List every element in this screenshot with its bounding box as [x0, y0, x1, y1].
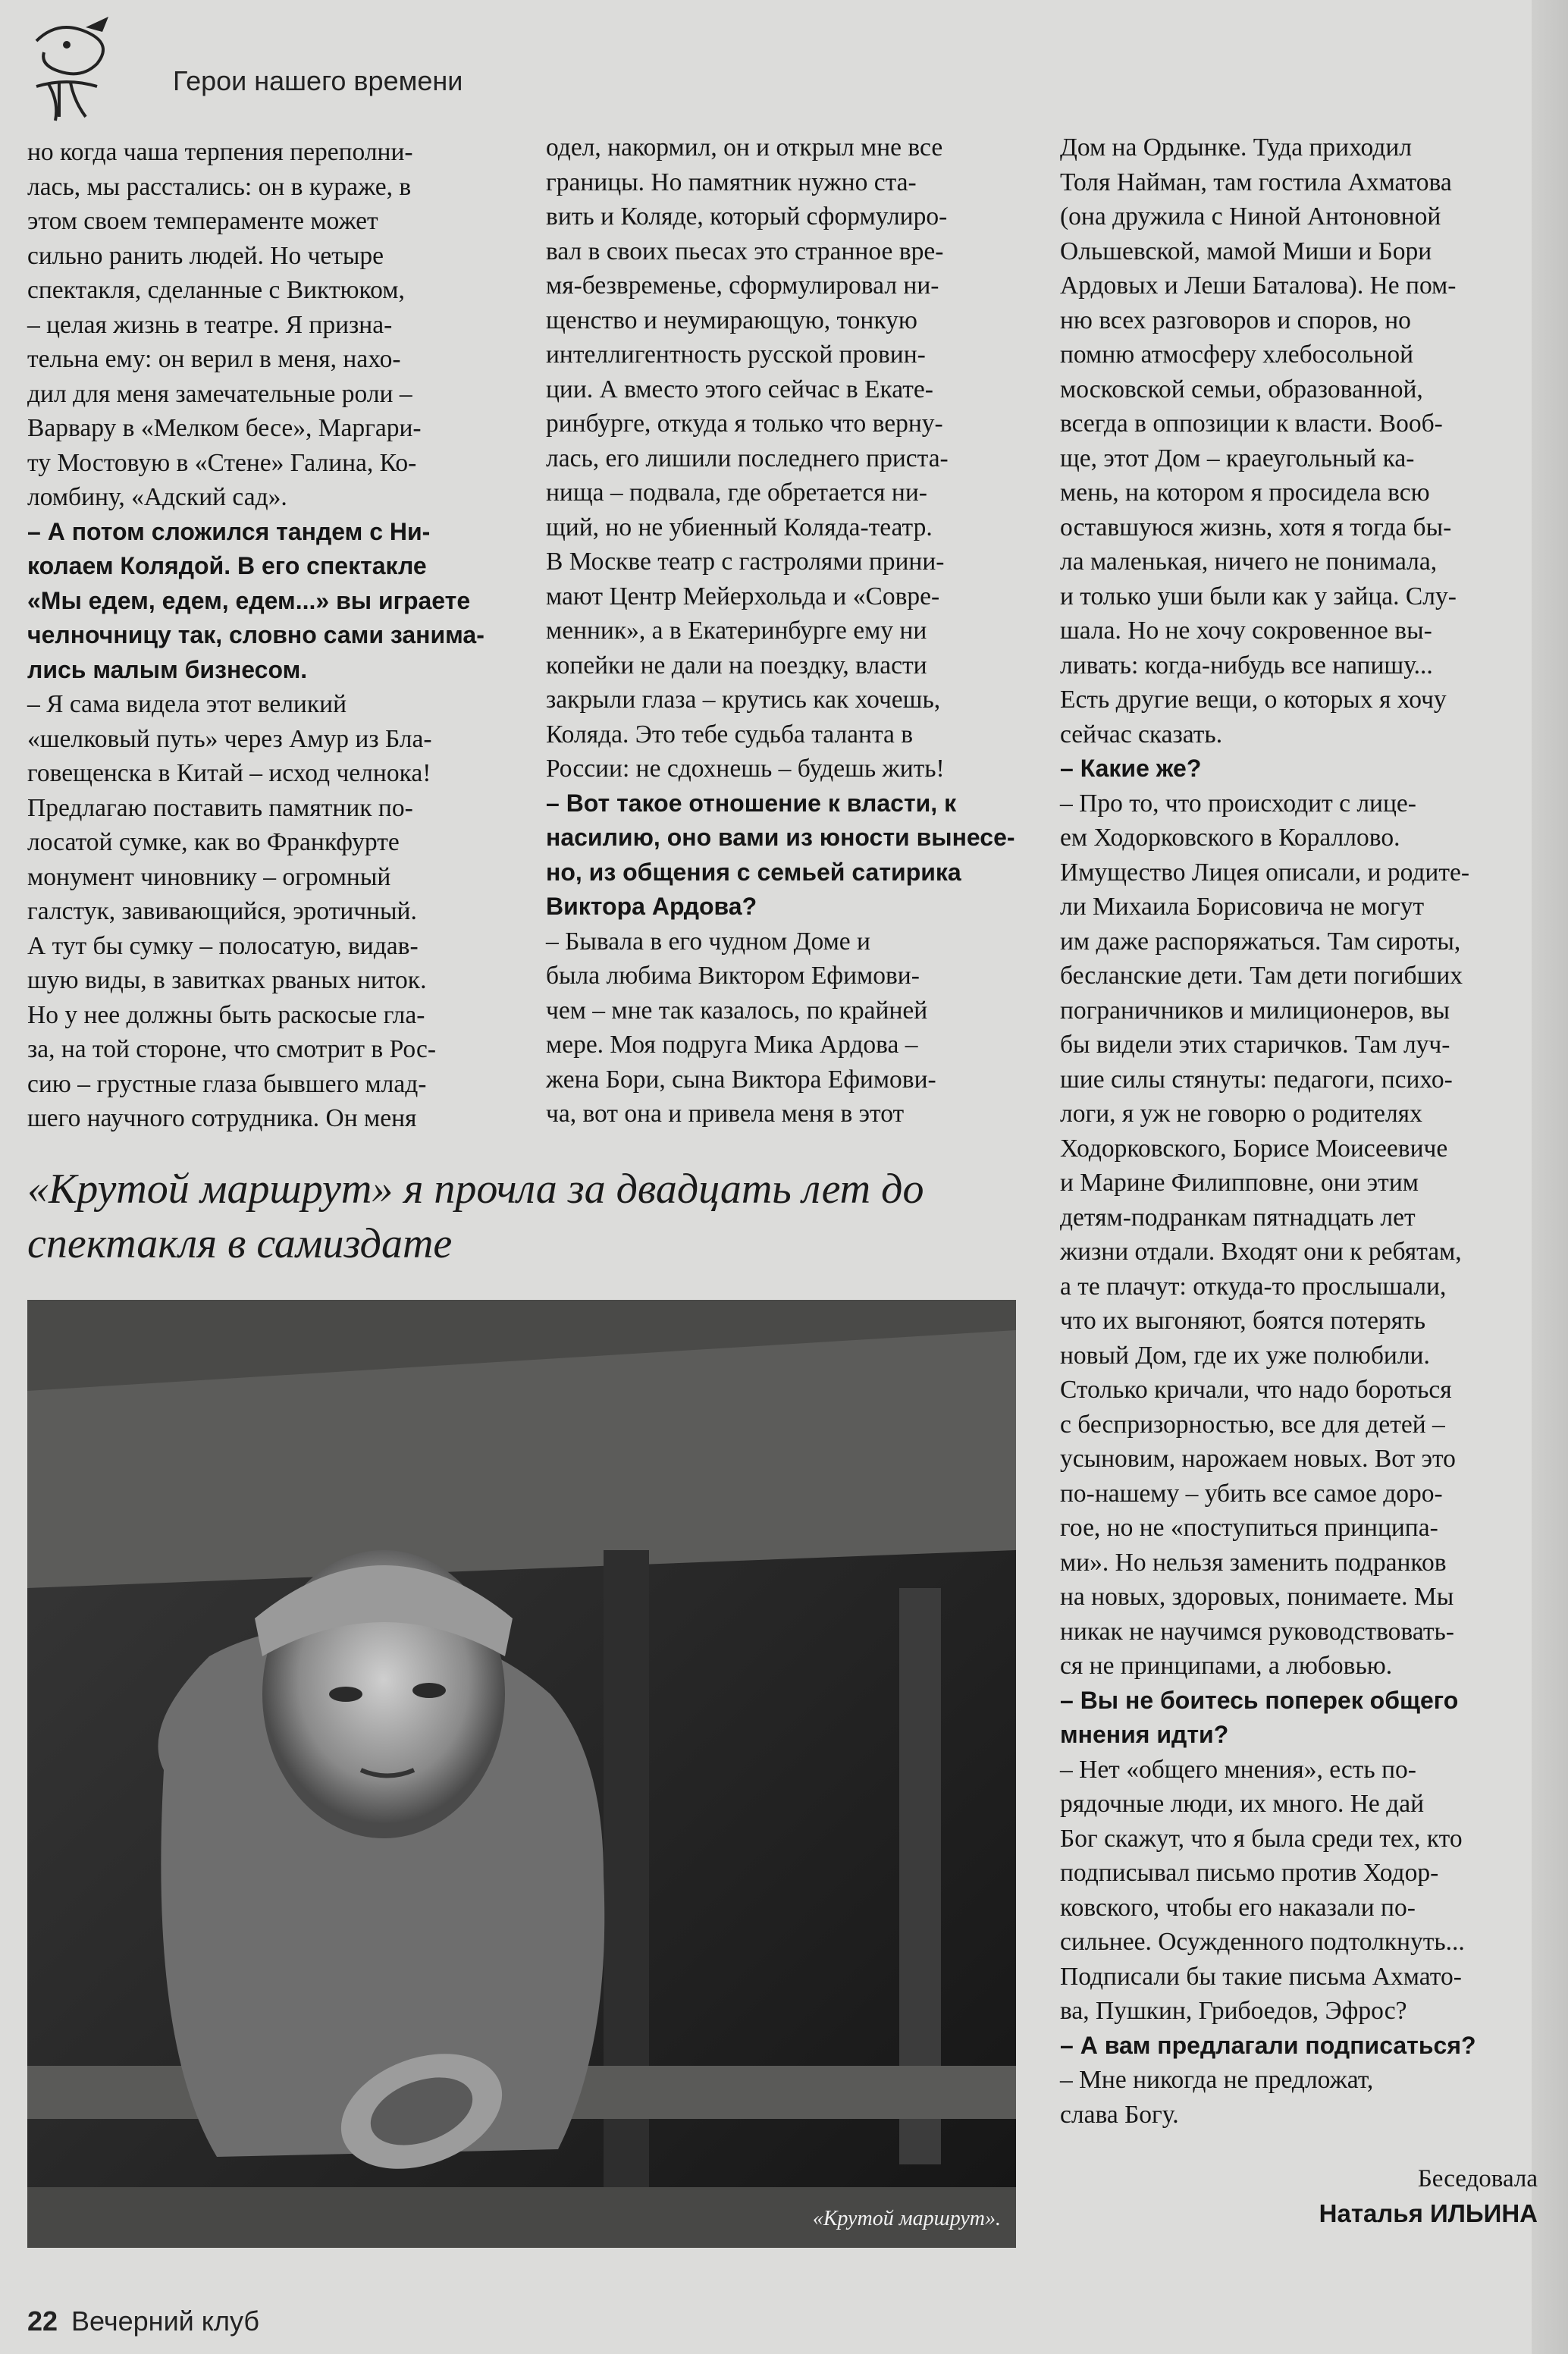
article-text-line: ливать: когда-нибудь все напишу... [1060, 651, 1433, 680]
article-text-line: за, на той стороне, что смотрит в Рос- [27, 1035, 437, 1063]
article-text-line: России: не сдохнешь – будешь жить! [546, 755, 945, 783]
article-text-line: сию – грустные глаза бывшего млад- [27, 1069, 427, 1098]
article-text-line: интеллигентность русской провин- [546, 341, 926, 369]
article-text-line: щий, но не убиенный Коляда-театр. [546, 513, 933, 541]
article-text-line: Ольшевской, мамой Миши и Бори [1060, 237, 1432, 265]
article-text-line: логи, я уж не говорю о родителях [1060, 1100, 1422, 1128]
article-text-line: мя-безвременье, сформулировал ни- [546, 271, 939, 300]
article-text-line: шую виды, в завитках рваных ниток. [27, 966, 427, 994]
section-title: Герои нашего времени [173, 65, 463, 96]
interview-question-line: – Вот такое отношение к власти, к [546, 789, 957, 817]
article-text-line: мают Центр Мейерхольда и «Совре- [546, 582, 940, 610]
interview-question-line: мнения идти? [1060, 1721, 1229, 1748]
article-text-line: Толя Найман, там гостила Ахматова [1060, 168, 1452, 196]
interview-question-line: Виктора Ардова? [546, 893, 757, 920]
article-text-line: бы видели этих старичков. Там луч- [1060, 1031, 1450, 1059]
article-text-line: Имущество Лицея описали, и родите- [1060, 858, 1470, 887]
article-text-line: шие силы стянуты: педагоги, психо- [1060, 1065, 1453, 1094]
article-column-3 [1060, 130, 1530, 2132]
article-text-line: московской семьи, образованной, [1060, 375, 1423, 403]
article-text-line: Дом на Ордынке. Туда приходил [1060, 133, 1413, 162]
article-text-line: шала. Но не хочу сокровенное вы- [1060, 617, 1432, 645]
article-text-line: вал в своих пьесах это странное вре- [546, 237, 944, 265]
interview-question-line: – А вам предлагали подписаться? [1060, 2031, 1476, 2059]
article-text-line: (она дружила с Ниной Антоновной [1060, 202, 1441, 231]
article-text-line: сильнее. Осужденного подтолкнуть... [1060, 1928, 1465, 1956]
article-text-line: ринбурге, откуда я только что верну- [546, 410, 943, 438]
magazine-name: Вечерний клуб [71, 2305, 259, 2337]
article-text-line: говещенска в Китай – исход челнока! [27, 759, 431, 787]
article-text-line: копейки не дали на поездку, власти [546, 651, 927, 680]
article-text-line: ли Михаила Борисовича не могут [1060, 893, 1425, 921]
article-text-line: Ходорковского, Борисе Моисеевиче [1060, 1134, 1448, 1163]
article-text-line: тельна ему: он верил в меня, нахо- [27, 345, 401, 373]
article-text-line: бесланские дети. Там дети погибших [1060, 962, 1463, 990]
article-text-line: по-нашему – убить все самое доро- [1060, 1479, 1443, 1508]
interview-question-line: – А потом сложился тандем с Ни- [27, 517, 431, 545]
author-signature [1319, 2161, 1538, 2231]
article-text-line: сейчас сказать. [1060, 720, 1223, 749]
article-text-line: ла маленькая, ничего не понимала, [1060, 548, 1438, 576]
article-text-line: ковского, чтобы его наказали по- [1060, 1893, 1416, 1922]
page-gutter [1532, 0, 1568, 2354]
article-text-line: монумент чиновнику – огромный [27, 862, 391, 891]
article-text-line: рядочные люди, их много. Не дай [1060, 1790, 1424, 1818]
article-text-line: ню всех разговоров и споров, но [1060, 306, 1411, 334]
pull-quote [27, 1162, 1013, 1271]
article-text-line: и Марине Филипповне, они этим [1060, 1169, 1419, 1197]
article-text-line: – Мне никогда не предложат, [1060, 2066, 1374, 2094]
article-text-line: лась, мы расстались: он в кураже, в [27, 172, 412, 201]
article-text-line: этом своем темпераменте может [27, 207, 378, 235]
article-text-line: никак не научимся руководствовать- [1060, 1617, 1454, 1646]
article-text-line: лосатой сумке, как во Франкфурте [27, 828, 400, 856]
article-text-line: чем – мне так казалось, по крайней [546, 996, 928, 1025]
page-footer [27, 2305, 259, 2337]
article-text-line: а те плачут: откуда-то прослышали, [1060, 1272, 1447, 1301]
article-text-line: всегда в оппозиции к власти. Вооб- [1060, 410, 1443, 438]
article-text-line: лась, его лишили последнего приста- [546, 444, 949, 472]
interview-question-line: насилию, оно вами из юности вынесе- [546, 824, 1015, 851]
article-text-line: сильно ранить людей. Но четыре [27, 241, 384, 270]
page-number: 22 [27, 2305, 58, 2337]
article-text-line: им даже распоряжаться. Там сироты, [1060, 927, 1461, 956]
article-text-line: новый Дом, где их уже полюбили. [1060, 1341, 1430, 1370]
article-text-line: но когда чаша терпения переполни- [27, 138, 413, 166]
article-text-line: мень, на котором я просидела всю [1060, 479, 1430, 507]
article-column-1 [27, 135, 490, 1136]
article-text-line: одел, накормил, он и открыл мне все [546, 133, 943, 162]
author-name: Наталья ИЛЬИНА [1319, 2199, 1538, 2227]
article-text-line: Коляда. Это тебе судьба таланта в [546, 720, 914, 749]
pull-quote-line: спектакля в самиздате [27, 1220, 453, 1267]
article-text-line: Варвару в «Мелком бесе», Маргари- [27, 414, 422, 442]
signature-label: Беседовала [1417, 2165, 1538, 2192]
article-text-line: ще, этот Дом – краеугольный ка- [1060, 444, 1415, 472]
article-text-line: оставшуюся жизнь, хотя я тогда бы- [1060, 513, 1452, 541]
article-text-line: «шелковый путь» через Амур из Бла- [27, 724, 432, 753]
article-text-line: – Про то, что происходит с лице- [1060, 789, 1416, 818]
article-text-line: и только уши были как у зайца. Слу- [1060, 582, 1457, 610]
interview-question-line: но, из общения с семьей сатирика [546, 858, 961, 886]
article-text-line: пограничников и милиционеров, вы [1060, 996, 1450, 1025]
article-text-line: Столько кричали, что надо бороться [1060, 1376, 1452, 1404]
interview-question-line: «Мы едем, едем, едем...» вы играете [27, 586, 471, 614]
article-text-line: ми». Но нельзя заменить подранков [1060, 1548, 1447, 1577]
article-text-line: что их выгоняют, боятся потерять [1060, 1307, 1426, 1335]
article-text-line: ча, вот она и привела меня в этот [546, 1100, 905, 1128]
article-text-line: слава Богу. [1060, 2100, 1179, 2129]
article-text-line: Предлагаю поставить памятник по- [27, 793, 413, 822]
article-text-line: Подписали бы такие письма Ахмато- [1060, 1962, 1462, 1991]
article-text-line: жена Бори, сына Виктора Ефимови- [546, 1065, 936, 1094]
article-text-line: мере. Моя подруга Мика Ардова – [546, 1031, 918, 1059]
article-text-line: – Я сама видела этот великий [27, 690, 347, 718]
article-text-line: Ардовых и Леши Баталова). Не пом- [1060, 271, 1457, 300]
article-text-line: усыновим, нарожаем новых. Вот это [1060, 1445, 1456, 1473]
article-text-line: подписывал письмо против Ходор- [1060, 1859, 1439, 1887]
article-text-line: ломбину, «Адский сад». [27, 483, 287, 511]
article-text-line: закрыли глаза – крутись как хочешь, [546, 686, 941, 714]
article-text-line: детям-подранкам пятнадцать лет [1060, 1203, 1416, 1232]
article-text-line: шего научного сотрудника. Он меня [27, 1104, 417, 1132]
article-text-line: – целая жизнь в театре. Я призна- [27, 310, 393, 339]
interview-question-line: – Какие же? [1060, 755, 1202, 782]
pull-quote-line: «Крутой маршрут» я прочла за двадцать лет до [27, 1166, 924, 1213]
photo-caption: «Крутой маршрут». [812, 2207, 1001, 2230]
article-text-line: – Бывала в его чудном Доме и [546, 927, 870, 956]
article-text-line: с беспризорностью, все для детей – [1060, 1410, 1445, 1439]
article-text-line: – Нет «общего мнения», есть по- [1060, 1755, 1416, 1784]
article-text-line: ся не принципами, а любовью. [1060, 1652, 1393, 1680]
article-photo [27, 1300, 1016, 2248]
article-text-line: дил для меня замечательные роли – [27, 379, 412, 408]
article-text-line: менник», а в Екатеринбурге ему ни [546, 617, 927, 645]
article-text-line: Есть другие вещи, о которых я хочу [1060, 686, 1447, 714]
interview-question-line: челночницу так, словно сами занима- [27, 621, 485, 648]
article-text-line: ции. А вместо этого сейчас в Екате- [546, 375, 933, 403]
interview-question-line: лись малым бизнесом. [27, 655, 308, 683]
article-text-line: Бог скажут, что я была среди тех, кто [1060, 1824, 1463, 1853]
article-text-line: ту Мостовую в «Стене» Галина, Ко- [27, 448, 417, 477]
article-text-line: нища – подвала, где обретается ни- [546, 479, 927, 507]
article-text-line: В Москве театр с гастролями прини- [546, 548, 945, 576]
article-text-line: ва, Пушкин, Грибоедов, Эфрос? [1060, 1997, 1407, 2025]
article-text-line: щенство и неумирающую, тонкую [546, 306, 917, 334]
article-text-line: вить и Коляде, который сформулиро- [546, 202, 948, 231]
article-text-line: границы. Но памятник нужно ста- [546, 168, 917, 196]
snake-logo-icon [14, 11, 135, 124]
article-text-line: жизни отдали. Входят они к ребятам, [1060, 1238, 1462, 1266]
interview-question-line: – Вы не боитесь поперек общего [1060, 1686, 1459, 1714]
article-text-line: помню атмосферу хлебосольной [1060, 341, 1414, 369]
article-text-line: Но у нее должны быть раскосые гла- [27, 1000, 425, 1029]
interview-question-line: колаем Колядой. В его спектакле [27, 552, 427, 579]
page-header [14, 11, 772, 124]
article-text-line: гое, но не «поступиться принципа- [1060, 1514, 1438, 1542]
article-text-line: галстук, завивающийся, эротичный. [27, 897, 417, 925]
article-text-line: была любима Виктором Ефимови- [546, 962, 920, 990]
article-column-2 [546, 130, 1016, 1131]
photo-actress-image [27, 1300, 1016, 2248]
article-text-line: ем Ходорковского в Кораллово. [1060, 824, 1400, 852]
article-text-line: на новых, здоровых, понимаете. Мы [1060, 1583, 1454, 1611]
article-text-line: спектакля, сделанные с Виктюком, [27, 276, 405, 304]
article-text-line: А тут бы сумку – полосатую, видав- [27, 931, 419, 960]
